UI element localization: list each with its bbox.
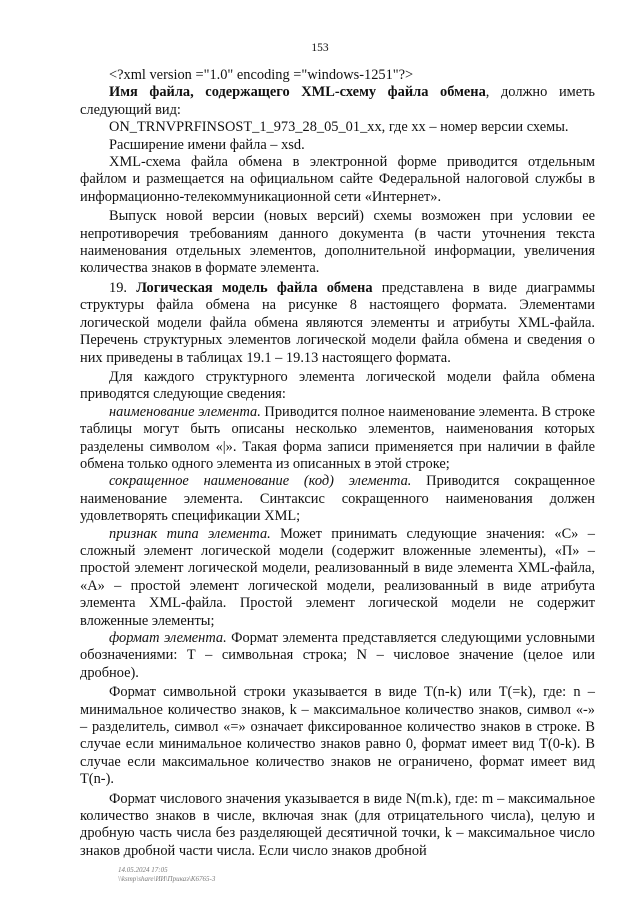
page-content xyxy=(80,67,595,860)
paragraph-element-name xyxy=(80,404,595,474)
filename-text: , должно иметь следующий вид: xyxy=(80,84,595,118)
xml-declaration: <?xml version ="1.0" encoding ="windows-1251"?> xyxy=(109,67,414,83)
page-number: 153 xyxy=(311,42,329,54)
footer-timestamp: 14.05.2024 17:05 xyxy=(118,866,168,874)
element-type-text: Может принимать следующие значения: «С» – сложный элемент логической модели (содержит вложенные элементы), «П» – простой элемент логической модели, реализованный в виде элемента XML-файла, «А» – простой элемент логической модели, реализованный в виде атрибута элемента XML-файла. Простой элемент логической модели не содержит вложенные элементы; xyxy=(80,525,595,629)
element-format-term: формат элемента. xyxy=(109,630,227,646)
paragraph-19-heading: Логическая модель файла обмена xyxy=(136,279,373,296)
element-name-text: Приводится полное наименование элемента. В строке таблицы могут быть описаны несколько элементов, наименования которых разделены символом «|». Такая форма записи применяется при наличии в файле обмена только одного элемента из описанных в этой строке; xyxy=(80,403,595,472)
document-footer-stamp xyxy=(118,866,215,884)
paragraph-19-number: 19. xyxy=(109,279,137,296)
paragraph-short-name xyxy=(80,473,595,525)
filename-value: ON_TRNVPRFINSOST_1_973_28_05_01_xx, где xx – номер версии схемы. xyxy=(109,119,569,136)
element-name-term: наименование элемента. xyxy=(109,403,261,420)
paragraph-element-type xyxy=(80,526,595,630)
paragraph-element-format xyxy=(80,630,595,682)
paragraph-new-version: Выпуск новой версии (новых версий) схемы возможен при условии ее непротиворечия требованиям данного документа (в части уточнения текста наименования отдельных элементов, дополнительной информации, увеличения количества знаков в формате элемента. xyxy=(80,208,595,277)
element-type-term: признак типа элемента. xyxy=(109,525,271,542)
footer-file-path: \\ksmp\share\ИИ\Приказ\K6765-3 xyxy=(118,875,216,883)
paragraph-each-element: Для каждого структурного элемента логической модели файла обмена приводятся следующие сведения: xyxy=(80,368,595,403)
file-extension: Расширение имени файла – xsd. xyxy=(109,136,305,153)
paragraph-19 xyxy=(80,280,595,367)
paragraph-19-text: представлена в виде диаграммы структуры файла обмена на рисунке 8 настоящего формата. Элементами логической модели файла обмена являются элементы и атрибуты XML-файла. Перечень структурных элементов логической модели файла обмена и сведения о них приведены в таблицах 19.1 – 19.13 настоящего формата. xyxy=(80,279,595,366)
element-format-text: Формат элемента представляется следующими условными обозначениями: Т – символьная строка; N – числовое значение (целое или дробное). xyxy=(80,630,595,681)
short-name-term: сокращенное наименование (код) элемента. xyxy=(109,473,412,490)
filename-heading: Имя файла, содержащего XML-схему файла обмена xyxy=(109,84,486,101)
paragraph-filename xyxy=(80,84,595,119)
paragraph-number-format: Формат числового значения указывается в виде N(m.k), где: m – максимальное количество знаков в числе, включая знак (для отрицательного числа), целую и дробную часть числа без разделяющей десятичной точки, k – максимальное число знаков дробной части числа. Если число знаков дробной xyxy=(80,790,595,859)
paragraph-symbol-format: Формат символьной строки указывается в виде Т(n-k) или Т(=k), где: n – минимальное количество знаков, k – максимальное количество знаков, символ «-» – разделитель, символ «=» означает фиксированное количество знаков в строке. В случае если минимальное количество знаков равно 0, формат имеет вид Т(0-k). В случае если максимальное количество знаков не ограничено, формат имеет вид Т(n-). xyxy=(80,684,595,788)
short-name-text: Приводится сокращенное наименование элемента. Синтаксис сокращенного наименования должен удовлетворять спецификации XML; xyxy=(80,473,595,525)
paragraph-xsd-published: XML-схема файла обмена в электронной форме приводится отдельным файлом и размещается на официальном сайте Федеральной налоговой службы в информационно-телекоммуникационной сети «Интернет». xyxy=(80,154,595,205)
